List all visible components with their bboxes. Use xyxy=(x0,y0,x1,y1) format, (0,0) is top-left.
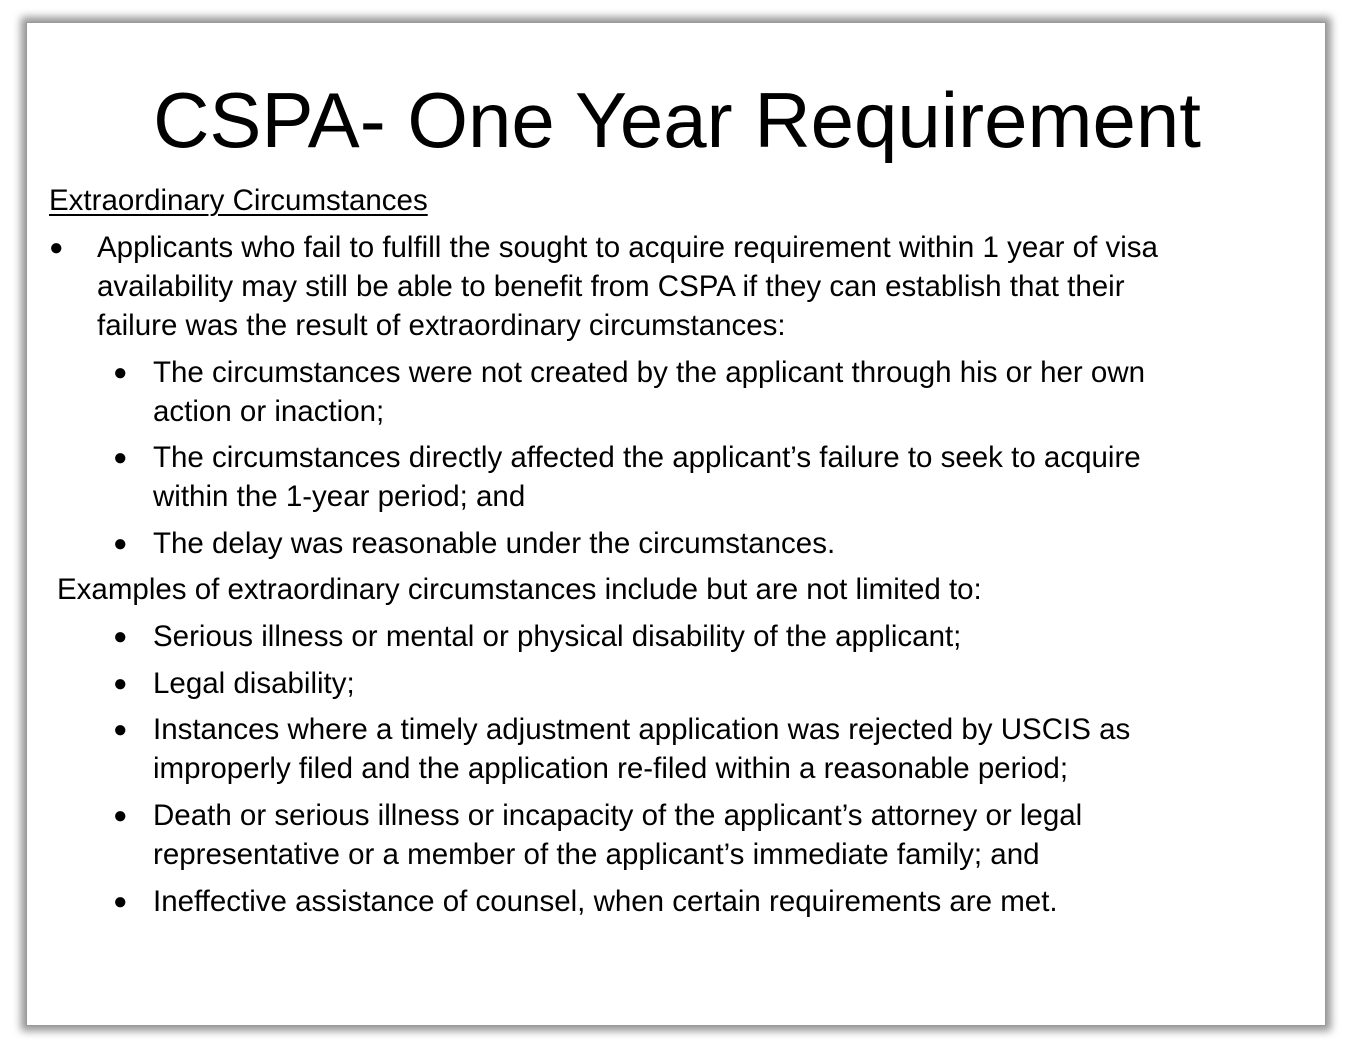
text-line: availability may still be able to benefit from CSPA if they can establish that their xyxy=(97,270,1125,303)
condition-text xyxy=(153,438,1141,516)
bullet-dot-icon: ● xyxy=(113,670,128,697)
text-line: Ineffective assistance of counsel, when certain requirements are met. xyxy=(153,885,1058,918)
bullet-dot-icon: ● xyxy=(113,716,128,743)
example-text xyxy=(153,617,961,656)
condition-text xyxy=(153,524,835,563)
example-text xyxy=(153,664,355,703)
bullet-dot-icon: ● xyxy=(113,359,128,386)
example-text xyxy=(153,710,1130,788)
section-heading: Extraordinary Circumstances xyxy=(49,184,428,217)
bullet-dot-icon: ● xyxy=(113,888,128,915)
text-line: Applicants who fail to fulfill the sought to acquire requirement within 1 year of visa xyxy=(97,231,1158,264)
bullet-dot-icon: ● xyxy=(113,802,128,829)
text-line: improperly filed and the application re-filed within a reasonable period; xyxy=(153,752,1069,785)
text-line: The circumstances directly affected the applicant’s failure to seek to acquire xyxy=(153,441,1141,474)
text-line: Death or serious illness or incapacity of the applicant’s attorney or legal xyxy=(153,799,1083,832)
text-line: action or inaction; xyxy=(153,395,385,428)
condition-text xyxy=(153,353,1145,431)
intro-bullet-text xyxy=(97,228,1158,345)
text-line: Instances where a timely adjustment application was rejected by USCIS as xyxy=(153,713,1131,746)
text-line: within the 1-year period; and xyxy=(153,480,526,513)
bullet-dot-icon: ● xyxy=(113,530,128,557)
bullet-dot-icon: ● xyxy=(113,623,128,650)
text-line: representative or a member of the applicant’s immediate family; and xyxy=(153,838,1040,871)
example-text xyxy=(153,882,1058,921)
text-line: The delay was reasonable under the circumstances. xyxy=(153,527,836,560)
slide-frame xyxy=(26,22,1326,1026)
text-line: failure was the result of extraordinary circumstances: xyxy=(97,309,786,342)
slide-title: CSPA- One Year Requirement xyxy=(153,76,1201,164)
bullet-dot-icon: ● xyxy=(49,234,64,261)
bullet-dot-icon: ● xyxy=(113,444,128,471)
example-text xyxy=(153,796,1082,874)
text-line: The circumstances were not created by the applicant through his or her own xyxy=(153,356,1146,389)
text-line: Legal disability; xyxy=(153,667,355,700)
examples-intro: Examples of extraordinary circumstances include but are not limited to: xyxy=(57,573,982,606)
text-line: Serious illness or mental or physical disability of the applicant; xyxy=(153,620,962,653)
